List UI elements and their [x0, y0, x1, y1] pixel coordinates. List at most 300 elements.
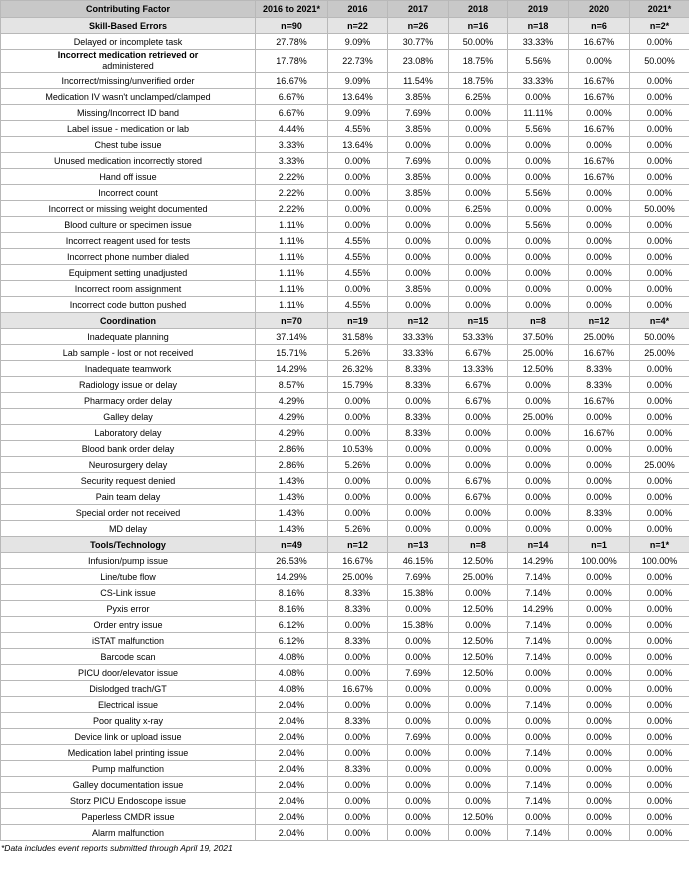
value-cell: 8.33% [388, 377, 449, 393]
value-cell: 0.00% [569, 825, 630, 841]
value-cell: 0.00% [508, 169, 569, 185]
value-cell: 0.00% [449, 297, 508, 313]
table-row [1, 329, 689, 345]
value-cell: 7.14% [508, 617, 569, 633]
value-cell: 5.56% [508, 217, 569, 233]
table-row [1, 361, 689, 377]
value-cell: 8.33% [328, 601, 388, 617]
value-cell: 0.00% [449, 729, 508, 745]
value-cell: 0.00% [508, 713, 569, 729]
value-cell: 0.00% [449, 137, 508, 153]
value-cell: 5.26% [328, 521, 388, 537]
table-row [1, 409, 689, 425]
value-cell: 0.00% [569, 585, 630, 601]
value-cell: 6.12% [256, 633, 328, 649]
table-row [1, 489, 689, 505]
value-cell: 4.55% [328, 265, 388, 281]
value-cell: 0.00% [449, 217, 508, 233]
factor-label: Inadequate planning [1, 329, 256, 345]
value-cell: 8.33% [569, 361, 630, 377]
value-cell: n=49 [256, 537, 328, 553]
value-cell: 0.00% [449, 249, 508, 265]
factor-label: Incorrect reagent used for tests [1, 233, 256, 249]
value-cell: 0.00% [569, 761, 630, 777]
value-cell: 17.78% [256, 50, 328, 73]
value-cell: 0.00% [508, 761, 569, 777]
value-cell: 0.00% [508, 457, 569, 473]
value-cell: 0.00% [449, 265, 508, 281]
value-cell: 0.00% [388, 233, 449, 249]
value-cell: 12.50% [449, 649, 508, 665]
table-row [1, 713, 689, 729]
value-cell: 0.00% [328, 617, 388, 633]
table-row [1, 137, 689, 153]
value-cell: 0.00% [449, 441, 508, 457]
value-cell: 0.00% [388, 825, 449, 841]
value-cell: 25.00% [449, 569, 508, 585]
column-header: 2018 [449, 1, 508, 18]
value-cell: 6.25% [449, 201, 508, 217]
value-cell: 0.00% [328, 809, 388, 825]
value-cell: 0.00% [630, 793, 689, 809]
factor-label: Skill-Based Errors [1, 18, 256, 34]
value-cell: 1.43% [256, 489, 328, 505]
value-cell: 0.00% [388, 745, 449, 761]
value-cell: 8.16% [256, 601, 328, 617]
factor-label: Medication label printing issue [1, 745, 256, 761]
table-row [1, 50, 689, 73]
value-cell: 25.00% [508, 345, 569, 361]
value-cell: 0.00% [508, 505, 569, 521]
value-cell: 0.00% [630, 681, 689, 697]
value-cell: 0.00% [569, 777, 630, 793]
table-row [1, 761, 689, 777]
value-cell: 2.04% [256, 745, 328, 761]
value-cell: 0.00% [388, 265, 449, 281]
value-cell: 0.00% [328, 665, 388, 681]
value-cell: 0.00% [569, 233, 630, 249]
value-cell: 0.00% [328, 489, 388, 505]
value-cell: 1.11% [256, 217, 328, 233]
value-cell: 16.67% [569, 121, 630, 137]
factor-label: Hand off issue [1, 169, 256, 185]
factor-label: Dislodged trach/GT [1, 681, 256, 697]
factor-label: Label issue - medication or lab [1, 121, 256, 137]
value-cell: 0.00% [508, 489, 569, 505]
value-cell: 0.00% [630, 777, 689, 793]
value-cell: n=14 [508, 537, 569, 553]
value-cell: 0.00% [508, 377, 569, 393]
value-cell: n=1 [569, 537, 630, 553]
value-cell: 0.00% [449, 681, 508, 697]
value-cell: 0.00% [388, 489, 449, 505]
value-cell: 12.50% [449, 665, 508, 681]
value-cell: 8.33% [569, 505, 630, 521]
value-cell: 0.00% [569, 601, 630, 617]
value-cell: 0.00% [630, 713, 689, 729]
value-cell: 8.33% [569, 377, 630, 393]
value-cell: 5.56% [508, 50, 569, 73]
value-cell: 0.00% [630, 585, 689, 601]
value-cell: 6.67% [449, 345, 508, 361]
value-cell: 1.11% [256, 297, 328, 313]
value-cell: 0.00% [388, 633, 449, 649]
value-cell: 33.33% [508, 34, 569, 50]
value-cell: 0.00% [508, 809, 569, 825]
table-row [1, 34, 689, 50]
value-cell: 0.00% [328, 505, 388, 521]
value-cell: 0.00% [508, 473, 569, 489]
factor-label: Incorrect count [1, 185, 256, 201]
table-row [1, 473, 689, 489]
value-cell: 6.25% [449, 89, 508, 105]
value-cell: 3.33% [256, 153, 328, 169]
table-row [1, 745, 689, 761]
value-cell: 5.56% [508, 185, 569, 201]
factor-label: Lab sample - lost or not received [1, 345, 256, 361]
table-row [1, 617, 689, 633]
value-cell: 0.00% [449, 505, 508, 521]
value-cell: 50.00% [630, 201, 689, 217]
value-cell: 0.00% [508, 153, 569, 169]
value-cell: n=4* [630, 313, 689, 329]
value-cell: 16.67% [569, 345, 630, 361]
value-cell: 0.00% [328, 793, 388, 809]
value-cell: 0.00% [449, 713, 508, 729]
value-cell: 7.14% [508, 745, 569, 761]
value-cell: 0.00% [569, 473, 630, 489]
table-row [1, 105, 689, 121]
value-cell: 16.67% [328, 681, 388, 697]
value-cell: 0.00% [388, 201, 449, 217]
value-cell: 2.22% [256, 185, 328, 201]
value-cell: 0.00% [508, 425, 569, 441]
value-cell: 0.00% [388, 713, 449, 729]
table-row [1, 233, 689, 249]
value-cell: 0.00% [328, 153, 388, 169]
value-cell: 9.09% [328, 34, 388, 50]
value-cell: 0.00% [630, 361, 689, 377]
value-cell: 4.08% [256, 649, 328, 665]
value-cell: 0.00% [328, 697, 388, 713]
factor-label: Line/tube flow [1, 569, 256, 585]
value-cell: 0.00% [328, 281, 388, 297]
value-cell: 0.00% [569, 409, 630, 425]
value-cell: 2.22% [256, 201, 328, 217]
value-cell: 0.00% [569, 50, 630, 73]
value-cell: 14.29% [256, 361, 328, 377]
value-cell: n=70 [256, 313, 328, 329]
value-cell: 0.00% [630, 761, 689, 777]
value-cell: n=19 [328, 313, 388, 329]
factor-label: Coordination [1, 313, 256, 329]
value-cell: 6.67% [449, 377, 508, 393]
value-cell: 22.73% [328, 50, 388, 73]
table-row [1, 393, 689, 409]
factor-label: Special order not received [1, 505, 256, 521]
value-cell: 2.04% [256, 729, 328, 745]
value-cell: 0.00% [508, 265, 569, 281]
factor-label: Inadequate teamwork [1, 361, 256, 377]
value-cell: 12.50% [508, 361, 569, 377]
value-cell: 0.00% [630, 89, 689, 105]
factor-label: Device link or upload issue [1, 729, 256, 745]
factor-label: Delayed or incomplete task [1, 34, 256, 50]
value-cell: 2.04% [256, 761, 328, 777]
value-cell: n=90 [256, 18, 328, 34]
column-header: 2021* [630, 1, 689, 18]
value-cell: 0.00% [569, 633, 630, 649]
value-cell: 0.00% [569, 617, 630, 633]
value-cell: 26.32% [328, 361, 388, 377]
value-cell: 7.69% [388, 569, 449, 585]
value-cell: 0.00% [508, 233, 569, 249]
value-cell: 0.00% [388, 649, 449, 665]
value-cell: 0.00% [630, 34, 689, 50]
value-cell: 0.00% [328, 425, 388, 441]
section-row [1, 537, 689, 553]
value-cell: 0.00% [388, 521, 449, 537]
value-cell: 0.00% [569, 521, 630, 537]
column-header: 2019 [508, 1, 569, 18]
value-cell: 0.00% [328, 745, 388, 761]
value-cell: 9.09% [328, 73, 388, 89]
value-cell: 0.00% [569, 745, 630, 761]
factor-label: Alarm malfunction [1, 825, 256, 841]
table-row [1, 793, 689, 809]
value-cell: 2.04% [256, 697, 328, 713]
table-row [1, 505, 689, 521]
value-cell: 0.00% [328, 729, 388, 745]
value-cell: 0.00% [388, 137, 449, 153]
factor-label: Incorrect phone number dialed [1, 249, 256, 265]
value-cell: 4.55% [328, 249, 388, 265]
value-cell: 7.69% [388, 105, 449, 121]
column-header: Contributing Factor [1, 1, 256, 18]
value-cell: 1.11% [256, 249, 328, 265]
value-cell: 0.00% [328, 185, 388, 201]
value-cell: 14.29% [256, 569, 328, 585]
value-cell: 16.67% [569, 34, 630, 50]
factor-label-line1: Incorrect medication retrieved or [57, 50, 199, 60]
value-cell: 15.71% [256, 345, 328, 361]
value-cell: 18.75% [449, 73, 508, 89]
table-row [1, 265, 689, 281]
value-cell: 0.00% [328, 777, 388, 793]
value-cell: 0.00% [328, 825, 388, 841]
value-cell: 0.00% [388, 249, 449, 265]
value-cell: 0.00% [630, 633, 689, 649]
table-row [1, 217, 689, 233]
value-cell: 0.00% [630, 185, 689, 201]
column-header: 2020 [569, 1, 630, 18]
value-cell: 12.50% [449, 553, 508, 569]
factor-label: CS-Link issue [1, 585, 256, 601]
value-cell: 3.85% [388, 89, 449, 105]
table-row [1, 633, 689, 649]
value-cell: 0.00% [449, 457, 508, 473]
value-cell: 7.14% [508, 569, 569, 585]
table-row [1, 729, 689, 745]
value-cell: 0.00% [508, 729, 569, 745]
table-body [1, 18, 689, 841]
value-cell: 0.00% [569, 569, 630, 585]
value-cell: 2.04% [256, 713, 328, 729]
value-cell: 7.14% [508, 585, 569, 601]
value-cell: 0.00% [328, 169, 388, 185]
value-cell: 0.00% [508, 137, 569, 153]
value-cell: 12.50% [449, 809, 508, 825]
value-cell: 0.00% [388, 761, 449, 777]
factor-label: MD delay [1, 521, 256, 537]
value-cell: 50.00% [630, 50, 689, 73]
value-cell: 1.43% [256, 473, 328, 489]
value-cell: 0.00% [449, 233, 508, 249]
value-cell: 25.00% [569, 329, 630, 345]
value-cell: 0.00% [388, 297, 449, 313]
value-cell: 12.50% [449, 601, 508, 617]
table-row [1, 569, 689, 585]
value-cell: 6.67% [256, 89, 328, 105]
value-cell: 8.33% [328, 585, 388, 601]
value-cell: 0.00% [388, 793, 449, 809]
value-cell: 15.38% [388, 585, 449, 601]
factor-label: Paperless CMDR issue [1, 809, 256, 825]
value-cell: 25.00% [328, 569, 388, 585]
value-cell: 0.00% [328, 201, 388, 217]
factor-label: Medication IV wasn't unclamped/clamped [1, 89, 256, 105]
value-cell: 0.00% [449, 121, 508, 137]
value-cell: 0.00% [569, 249, 630, 265]
value-cell: 0.00% [630, 233, 689, 249]
value-cell: 10.53% [328, 441, 388, 457]
value-cell: 0.00% [508, 89, 569, 105]
table-row [1, 169, 689, 185]
value-cell: 0.00% [569, 649, 630, 665]
value-cell: 0.00% [449, 425, 508, 441]
value-cell: 0.00% [449, 185, 508, 201]
factor-label: Unused medication incorrectly stored [1, 153, 256, 169]
value-cell: 13.64% [328, 89, 388, 105]
value-cell: 0.00% [630, 521, 689, 537]
value-cell: 12.50% [449, 633, 508, 649]
value-cell: 30.77% [388, 34, 449, 50]
value-cell: 23.08% [388, 50, 449, 73]
value-cell: 100.00% [630, 553, 689, 569]
value-cell: 0.00% [328, 473, 388, 489]
value-cell: n=12 [328, 537, 388, 553]
value-cell: 1.11% [256, 233, 328, 249]
value-cell: 0.00% [630, 393, 689, 409]
value-cell: 0.00% [328, 649, 388, 665]
table-row [1, 441, 689, 457]
value-cell: 16.67% [569, 73, 630, 89]
value-cell: 0.00% [569, 105, 630, 121]
factor-label: Infusion/pump issue [1, 553, 256, 569]
value-cell: 7.69% [388, 665, 449, 681]
value-cell: 0.00% [449, 617, 508, 633]
value-cell: 50.00% [449, 34, 508, 50]
factor-label: Incorrect room assignment [1, 281, 256, 297]
value-cell: 5.26% [328, 457, 388, 473]
value-cell: 0.00% [569, 201, 630, 217]
table-row [1, 297, 689, 313]
value-cell: 16.67% [569, 393, 630, 409]
table-row [1, 249, 689, 265]
value-cell: 6.67% [449, 489, 508, 505]
table-row [1, 121, 689, 137]
value-cell: 0.00% [388, 473, 449, 489]
value-cell: 13.33% [449, 361, 508, 377]
value-cell: n=8 [449, 537, 508, 553]
value-cell: 25.00% [508, 409, 569, 425]
factor-label: Tools/Technology [1, 537, 256, 553]
value-cell: 1.43% [256, 521, 328, 537]
value-cell: 7.14% [508, 777, 569, 793]
factor-label: Pump malfunction [1, 761, 256, 777]
value-cell: 0.00% [630, 297, 689, 313]
column-header: 2017 [388, 1, 449, 18]
table-row [1, 809, 689, 825]
value-cell: 26.53% [256, 553, 328, 569]
value-cell: 0.00% [388, 777, 449, 793]
value-cell: 0.00% [569, 665, 630, 681]
factor-label: Blood culture or specimen issue [1, 217, 256, 233]
factor-label: Poor quality x-ray [1, 713, 256, 729]
value-cell: 6.12% [256, 617, 328, 633]
value-cell: 18.75% [449, 50, 508, 73]
value-cell: 0.00% [630, 665, 689, 681]
value-cell: 0.00% [569, 137, 630, 153]
value-cell: 33.33% [388, 329, 449, 345]
value-cell: 0.00% [449, 169, 508, 185]
value-cell: 0.00% [630, 377, 689, 393]
factor-label: Pain team delay [1, 489, 256, 505]
factor-label: Pyxis error [1, 601, 256, 617]
value-cell: 0.00% [328, 393, 388, 409]
value-cell: 8.33% [328, 633, 388, 649]
value-cell: 4.08% [256, 681, 328, 697]
value-cell: 0.00% [508, 249, 569, 265]
value-cell: 0.00% [449, 793, 508, 809]
value-cell: 0.00% [630, 217, 689, 233]
value-cell: n=13 [388, 537, 449, 553]
value-cell: 0.00% [569, 793, 630, 809]
value-cell: 5.56% [508, 121, 569, 137]
value-cell: 0.00% [630, 441, 689, 457]
table-row [1, 521, 689, 537]
value-cell: 2.04% [256, 793, 328, 809]
value-cell: 0.00% [508, 297, 569, 313]
value-cell: 0.00% [630, 153, 689, 169]
value-cell: 0.00% [630, 169, 689, 185]
value-cell: n=16 [449, 18, 508, 34]
value-cell: 0.00% [630, 473, 689, 489]
value-cell: 0.00% [449, 153, 508, 169]
value-cell: 0.00% [630, 265, 689, 281]
value-cell: 16.67% [569, 425, 630, 441]
value-cell: 31.58% [328, 329, 388, 345]
value-cell: 0.00% [388, 601, 449, 617]
value-cell: 0.00% [630, 569, 689, 585]
table-row [1, 201, 689, 217]
value-cell: 0.00% [508, 681, 569, 697]
value-cell: 25.00% [630, 457, 689, 473]
value-cell: 46.15% [388, 553, 449, 569]
factor-label: Security request denied [1, 473, 256, 489]
value-cell: 0.00% [630, 281, 689, 297]
factor-label: Neurosurgery delay [1, 457, 256, 473]
